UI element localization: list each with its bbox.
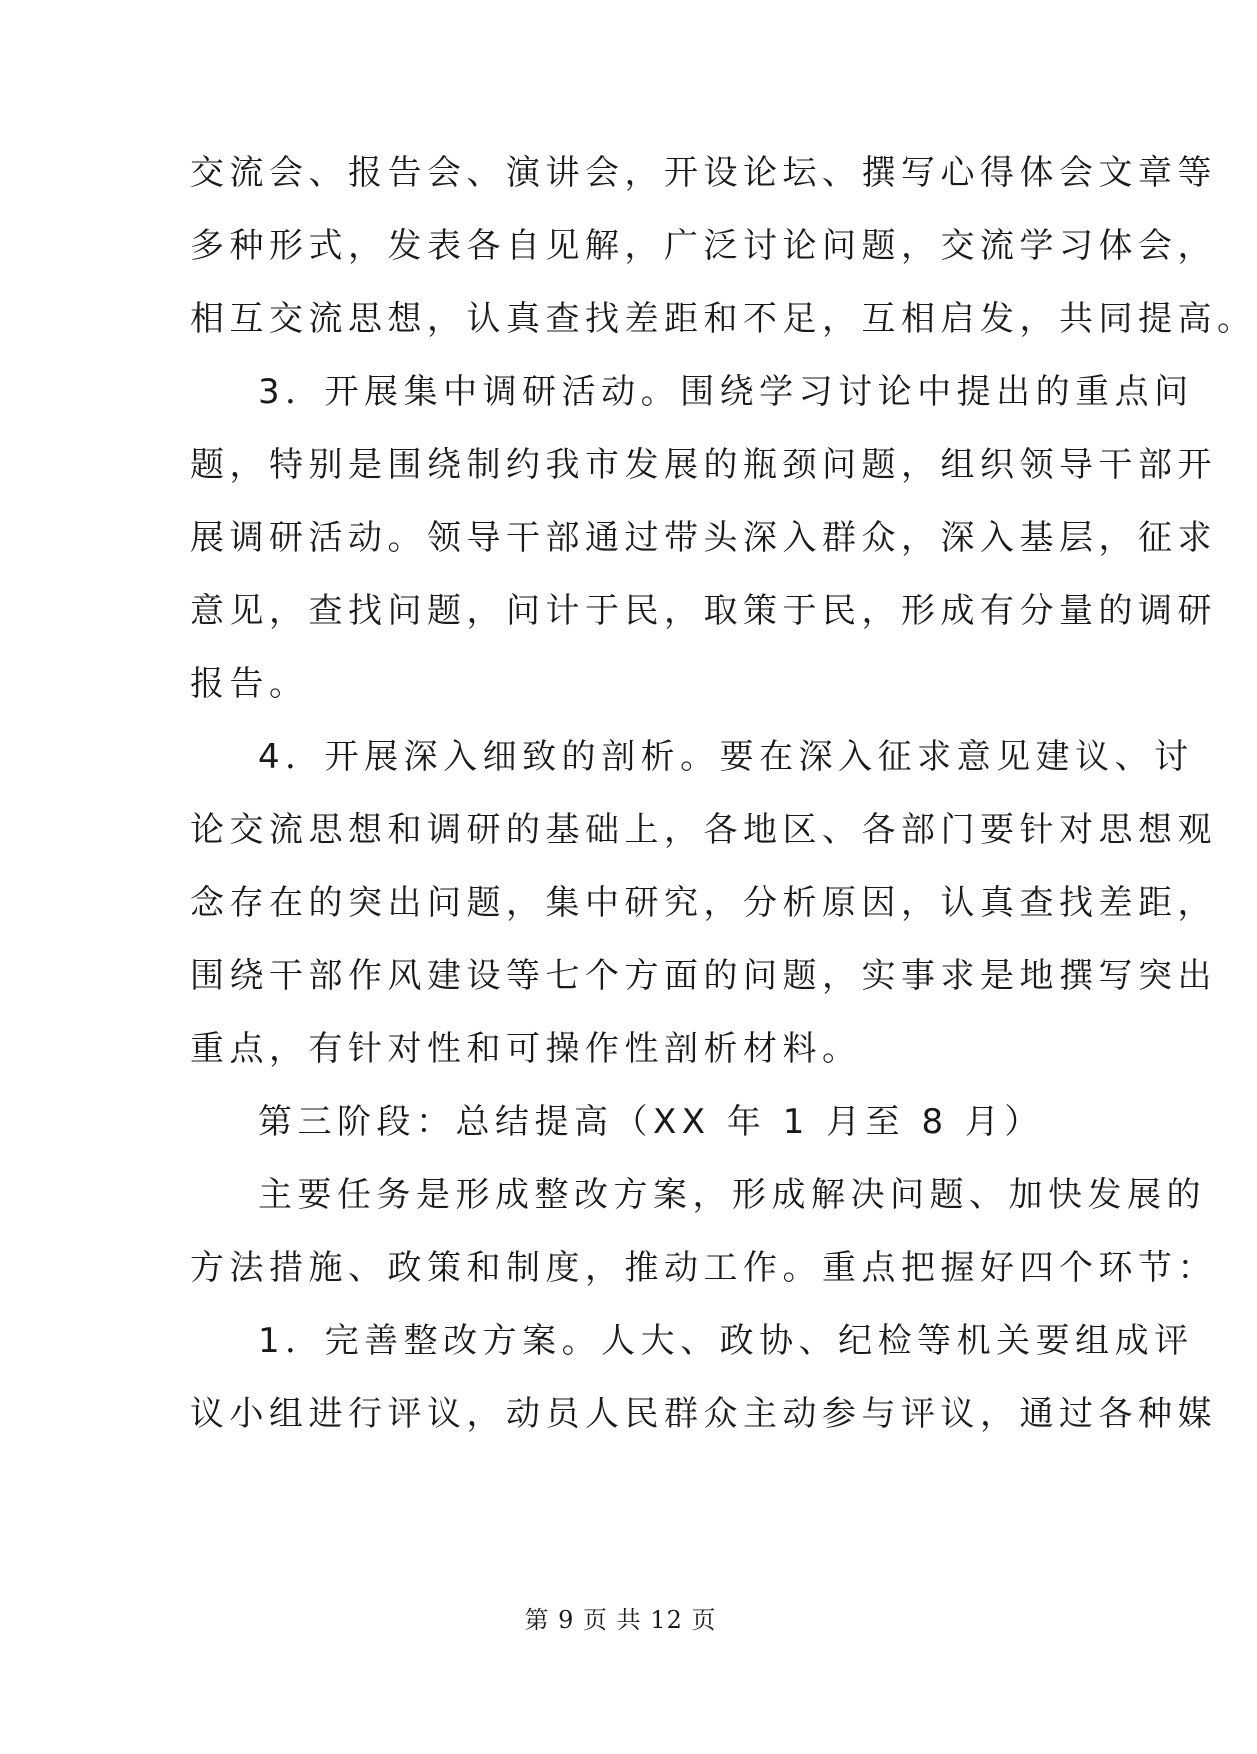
paragraph-line: 3．开展集中调研活动。围绕学习讨论中提出的重点问: [258, 372, 1194, 412]
paragraph-line: 议小组进行评议，动员人民群众主动参与评议，通过各种媒: [190, 1394, 1217, 1434]
paragraph-line: 题，特别是围绕制约我市发展的瓶颈问题，组织领导干部开: [190, 445, 1217, 485]
paragraph-line: 交流会、报告会、演讲会，开设论坛、撰写心得体会文章等: [190, 153, 1217, 193]
paragraph-line: 报告。: [190, 664, 309, 704]
paragraph-line: 展调研活动。领导干部通过带头深入群众，深入基层，征求: [190, 518, 1217, 558]
paragraph-line: 念存在的突出问题，集中研究，分析原因，认真查找差距，: [190, 883, 1217, 923]
paragraph-line: 重点，有针对性和可操作性剖析材料。: [190, 1029, 862, 1069]
paragraph-line: 主要任务是形成整改方案，形成解决问题、加快发展的: [258, 1175, 1206, 1215]
paragraph-line: 方法措施、政策和制度，推动工作。重点把握好四个环节：: [190, 1248, 1217, 1288]
paragraph-line: 论交流思想和调研的基础上，各地区、各部门要针对思想观: [190, 810, 1217, 850]
paragraph-line: 意见，查找问题，问计于民，取策于民，形成有分量的调研: [190, 591, 1217, 631]
page-number-footer: 第 9 页 共 12 页: [524, 1606, 717, 1634]
section-heading: 第三阶段：总结提高（XX 年 1 月至 8 月）: [258, 1102, 1044, 1142]
paragraph-line: 相互交流思想，认真查找差距和不足，互相启发，共同提高。: [190, 299, 1257, 339]
paragraph-line: 1．完善整改方案。人大、政协、纪检等机关要组成评: [258, 1321, 1194, 1361]
paragraph-line: 围绕干部作风建设等七个方面的问题，实事求是地撰写突出: [190, 956, 1217, 996]
paragraph-line: 多种形式，发表各自见解，广泛讨论问题，交流学习体会，: [190, 226, 1217, 266]
paragraph-line: 4．开展深入细致的剖析。要在深入征求意见建议、讨: [258, 737, 1194, 777]
